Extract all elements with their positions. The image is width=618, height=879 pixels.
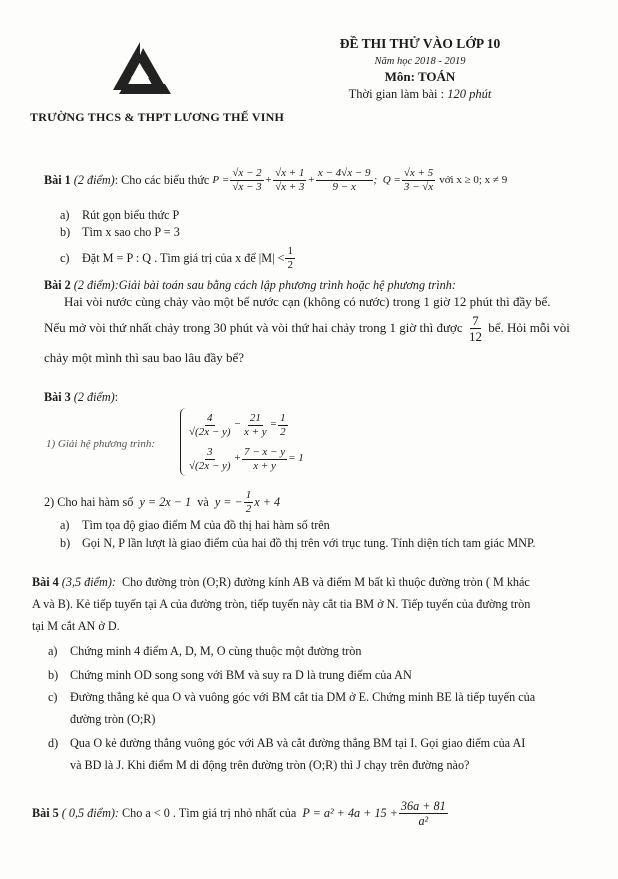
bai2-line1: Hai vòi nước cùng chảy vào một bể nước cạn (không có nước) trong 1 giờ 12 phút thì đầy bể. — [64, 294, 551, 309]
subject: Môn: TOÁN — [384, 69, 456, 84]
bai1-intro: : Cho các biểu thức — [114, 172, 210, 187]
bai1-part-a: a) Rút gọn biểu thức P — [60, 208, 180, 222]
bai1-title: Bài 1 — [44, 172, 71, 187]
bai1-points: (2 điểm) — [73, 172, 115, 187]
bai4-part-a: a) Chứng minh 4 điểm A, D, M, O cùng thuộc một đường tròn — [48, 644, 362, 658]
time-row — [300, 87, 540, 103]
bai4-part-c: c) Đường thẳng kẻ qua O và vuông góc với BM cắt tia DM ở E. Chứng minh BE là tiếp tuyến của — [48, 690, 536, 704]
bai5-title: Bài 5 — [32, 806, 59, 821]
bai3-parts — [60, 518, 535, 551]
bai4-line1: Bài 4 (3,5 điểm): Cho đường tròn (O;R) đường kính AB và điểm M bất kì thuộc đường tròn ( M khác — [32, 575, 530, 589]
bai1-statement — [44, 168, 507, 193]
bai3-q1-label: 1) Giải hệ phương trình: — [46, 438, 156, 450]
bai1-condition: với x ≥ 0; x ≠ 9 — [439, 173, 508, 186]
bai4-line2: A và B). Kẻ tiếp tuyến tại A của đường tròn, tiếp tuyến này cắt tia BM ở N. Tiếp tuyến của đường tròn — [32, 597, 531, 611]
bai1-part-b: b) Tìm x sao cho P = 3 — [60, 225, 180, 239]
bai3-q2: 2) Cho hai hàm số y = 2x − 1 và y = − $\frac{1}{2}$ x + 4 — [44, 489, 281, 515]
bai4-parts — [48, 644, 535, 773]
bai1-parts — [60, 208, 296, 271]
bai3-points: (2 điểm) — [73, 390, 115, 404]
bai3-equation-system — [180, 408, 304, 476]
bai1-P-expression: P = $\frac{√x - 2}{√x - 3}$ + $\frac{√x + 1}{√x + 3}$ + $\frac{x - 4√x - 9}{9 - x}$ ; Q = $\frac{√x + 5}{3 - √x}$ — [212, 167, 434, 193]
bai3-title: Bài 3 — [44, 390, 71, 404]
bai2-title-row — [44, 278, 456, 293]
bai4-part-b: b) Chứng minh OD song song với BM và suy ra D là trung điểm của AN — [48, 668, 412, 682]
bai5-points: ( 0,5 điểm): — [61, 806, 119, 821]
time-label: Thời gian làm bài : — [348, 87, 445, 102]
bai2-line2: Nếu mở vòi thứ nhất chảy trong 30 phút và vòi thứ hai chảy trong 1 giờ thì được $\frac{7}{12}$ bể. Hỏi mỗi vòi — [44, 313, 570, 344]
bai2-points: (2 điểm) — [73, 278, 115, 292]
bai5-statement: Bài 5 ( 0,5 điểm): Cho a < 0 . Tìm giá trị nhỏ nhất của P = a² + 4a + 15 + $\frac{36a + 81}{\text{a²}}$ — [32, 799, 446, 829]
bai4-title: Bài 4 — [32, 575, 59, 589]
time-value: 120 phút — [447, 87, 492, 102]
bai2-line3: chảy một mình thì sau bao lâu đầy bể? — [44, 350, 245, 365]
bai1-part-c: c) Đặt M = P : Q . Tìm giá trị của x để |M| < $\frac{1}{2}$ — [60, 245, 293, 271]
bai3-title-row: Bài 3 (2 điểm): — [44, 390, 119, 404]
triangle-logo-icon — [105, 38, 175, 96]
bai4-part-c-cont: đường tròn (O;R) — [70, 712, 156, 726]
bai4-part-d: d) Qua O kẻ đường thẳng vuông góc với AB và cắt đường thẳng BM tại I. Gọi giao điểm của AI — [48, 736, 526, 750]
bai3-eq1: $\frac{4}{√(2x - y)}$ − $\frac{21}{x + y}$ = $\frac{1}{2}$ — [189, 411, 286, 438]
bai4-part-d-cont: và BD là J. Khi điểm M di động trên đường tròn (O;R) thì J chạy trên đường nào? — [70, 758, 470, 772]
bai3-part-b: b) Gọi N, P lần lượt là giao điểm của hai đồ thị trên với trục tung. Tính diện tích tam giác MNP. — [60, 536, 536, 550]
school-name: TRƯỜNG THCS & THPT LƯƠNG THẾ VINH — [30, 110, 284, 124]
bai4-line3: tại M cắt AN ở D. — [32, 619, 120, 633]
school-year: Năm học 2018 - 2019 — [374, 55, 466, 67]
exam-header — [300, 36, 540, 103]
bai2-title: Bài 2 — [44, 278, 71, 292]
bai3-eq2: $\frac{3}{√(2x - y)}$ + $\frac{7 - x - y}{x + y}$ = 1 — [189, 445, 304, 472]
bai3-part-a: a) Tìm tọa độ giao điểm M của đồ thị hai hàm số trên — [60, 518, 330, 532]
bai4-points: (3,5 điểm): — [61, 575, 116, 589]
bai2-instruction: :Giải bài toán sau bằng cách lập phương trình hoặc hệ phương trình: — [114, 278, 456, 292]
exam-title: ĐỀ THI THỬ VÀO LỚP 10 — [339, 36, 501, 51]
